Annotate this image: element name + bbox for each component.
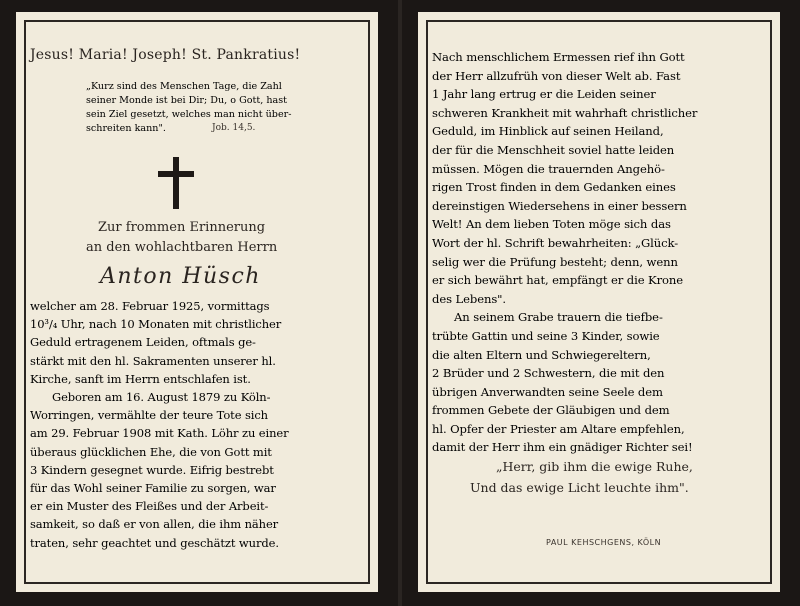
bio-line: Worringen, vermählte der teure Tote sich: [30, 408, 268, 423]
eulogy-text: [432, 48, 766, 457]
memorial-subheading: an den wohlachtbaren Herrn: [86, 240, 278, 255]
body-line: schweren Krankheit mit wahrhaft christlicher: [432, 105, 698, 120]
body-line: damit der Herr ihm ein gnädiger Richter sei!: [432, 440, 693, 455]
bio-line: traten, sehr geachtet und geschätzt wurde.: [30, 535, 279, 550]
body-line: der für die Menschheit soviel hatte leiden: [432, 142, 675, 157]
bio-line: Geduld ertragenem Leiden, oftmals ge-: [30, 335, 256, 350]
body-line: hl. Opfer der Priester am Altare empfehlen,: [432, 421, 685, 436]
body-line: die alten Eltern und Schwiegereltern,: [432, 347, 651, 362]
cross-icon: [158, 157, 194, 209]
body-line: trübte Gattin und seine 3 Kinder, sowie: [432, 328, 660, 343]
bio-line: stärkt mit den hl. Sakramenten unserer hl.: [30, 353, 276, 368]
body-line: Nach menschlichem Ermessen rief ihn Gott: [432, 50, 685, 64]
prayer-line-2: Und das ewige Licht leuchte ihm".: [470, 480, 689, 495]
deceased-name: Anton Hüsch: [100, 264, 261, 289]
left-card: [0, 0, 398, 606]
bio-line: samkeit, so daß er von allen, die ihm näher: [30, 517, 279, 532]
body-line: frommen Gebete der Gläubigen und dem: [432, 403, 670, 418]
biography: [30, 297, 364, 552]
body-line: Wort der hl. Schrift bewahrheiten: „Glück-: [432, 235, 679, 250]
body-line: übrigen Anverwandten seine Seele dem: [432, 384, 663, 399]
quote-line: schreiten kann".: [86, 123, 166, 134]
quote-line: sein Ziel gesetzt, welches man nicht über-: [86, 109, 292, 120]
body-line: selig wer die Prüfung besteht; denn, wenn: [432, 254, 678, 269]
memorial-heading: Zur frommen Erinnerung: [98, 220, 266, 235]
body-line: rigen Trost finden in dem Gedanken eines: [432, 180, 676, 195]
prayer-line-1: „Herr, gib ihm die ewige Ruhe,: [496, 459, 693, 474]
bio-line: für das Wohl seiner Familie zu sorgen, war: [30, 481, 276, 496]
bio-line: 10³/₄ Uhr, nach 10 Monaten mit christlicher: [30, 317, 282, 332]
body-line: 1 Jahr lang ertrug er die Leiden seiner: [432, 87, 656, 102]
body-line: müssen. Mögen die trauernden Angehö-: [432, 161, 665, 176]
right-card: [402, 0, 800, 606]
bio-line: Geboren am 16. August 1879 zu Köln-: [52, 390, 271, 405]
bio-line: am 29. Februar 1908 mit Kath. Löhr zu einer: [30, 426, 289, 441]
body-line: er sich bewährt hat, empfängt er die Krone: [432, 273, 684, 288]
body-line: des Lebens".: [432, 291, 506, 306]
bio-line: überaus glücklichen Ehe, die von Gott mit: [30, 444, 272, 459]
quote-reference: Job. 14,5.: [212, 123, 256, 133]
quote-line: „Kurz sind des Menschen Tage, die Zahl: [86, 81, 282, 92]
right-card-paper: [418, 12, 780, 592]
body-line: der Herr allzufrüh von dieser Welt ab. Fast: [432, 68, 681, 83]
bio-line: er ein Muster des Fleißes und der Arbeit-: [30, 499, 269, 514]
body-line: An seinem Grabe trauern die tiefbe-: [454, 310, 663, 325]
bio-line: welcher am 28. Februar 1925, vormittags: [30, 299, 270, 313]
body-line: dereinstigen Wiedersehens in einer bessern: [432, 198, 687, 213]
invocation: Jesus! Maria! Joseph! St. Pankratius!: [30, 47, 301, 63]
quote-line: seiner Monde ist bei Dir; Du, o Gott, hast: [86, 95, 287, 106]
body-line: Welt! An dem lieben Toten möge sich das: [432, 217, 671, 232]
body-line: 2 Brüder und 2 Schwestern, die mit den: [432, 366, 665, 381]
bio-line: Kirche, sanft im Herrn entschlafen ist.: [30, 371, 251, 386]
bio-line: 3 Kindern gesegnet wurde. Eifrig bestrebt: [30, 462, 274, 477]
printer-imprint: PAUL KEHSCHGENS, KÖLN: [546, 538, 662, 547]
body-line: Geduld, im Hinblick auf seinen Heiland,: [432, 124, 664, 139]
left-card-paper: [16, 12, 378, 592]
